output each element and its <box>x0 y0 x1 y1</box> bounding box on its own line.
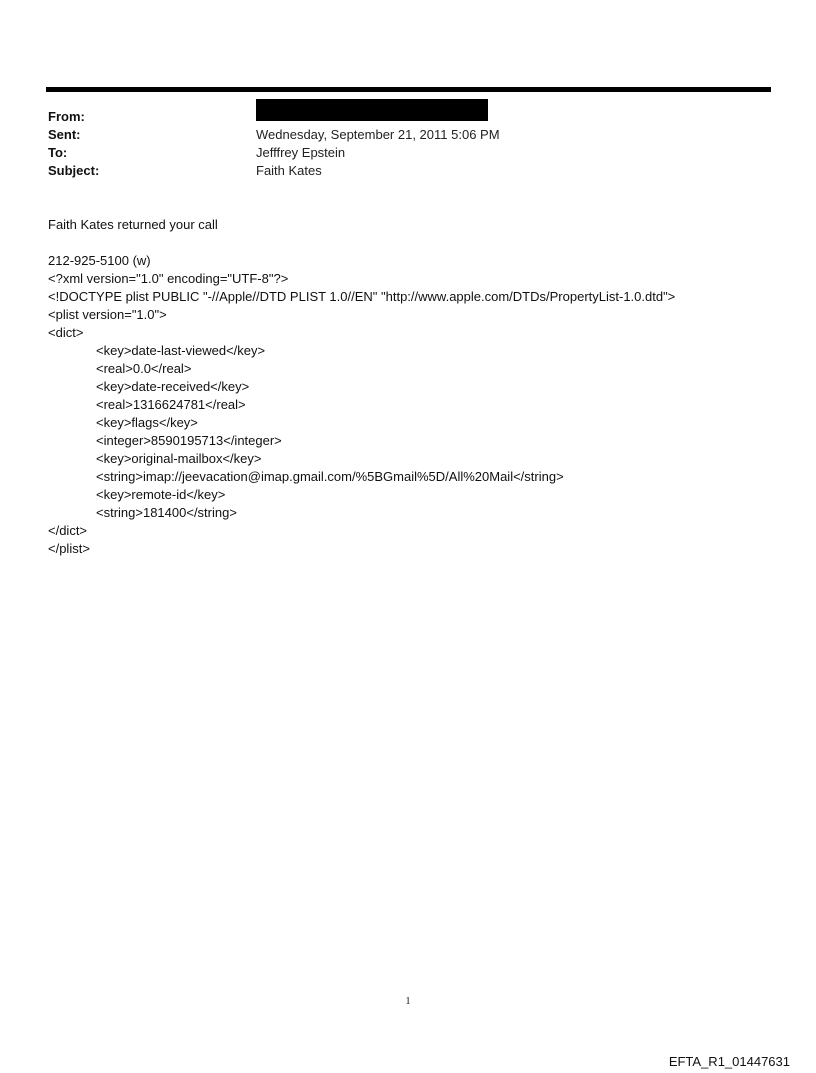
sent-row <box>48 126 768 144</box>
from-row <box>48 108 768 126</box>
dict-line: <key>original-mailbox</key> <box>96 451 262 466</box>
plist-close: </plist> <box>48 541 90 556</box>
dict-line: <real>1316624781</real> <box>96 397 246 412</box>
header-rule <box>46 87 771 92</box>
dict-line: <integer>8590195713</integer> <box>96 433 282 448</box>
dict-line: <key>date-last-viewed</key> <box>96 343 266 358</box>
dict-line: <real>0.0</real> <box>96 361 192 376</box>
document-id: EFTA_R1_01447631 <box>668 1054 790 1069</box>
dict-line: <string>181400</string> <box>96 505 237 520</box>
from-value-redacted <box>256 108 488 126</box>
dict-line: <key>date-received</key> <box>96 379 250 394</box>
dict-line: <key>remote-id</key> <box>96 487 226 502</box>
subject-value: Faith Kates <box>256 163 322 178</box>
dict-line: <string>imap://jeevacation@imap.gmail.com/%5BGmail%5D/All%20Mail</string> <box>96 469 564 484</box>
doctype-line: <!DOCTYPE plist PUBLIC "-//Apple//DTD PLIST 1.0//EN" "http://www.apple.com/DTDs/PropertyList-1.0.dtd"> <box>48 289 676 304</box>
xml-declaration: <?xml version="1.0" encoding="UTF-8"?> <box>48 271 289 286</box>
to-label: To: <box>48 145 68 160</box>
subject-row <box>48 162 768 180</box>
sent-value: Wednesday, September 21, 2011 5:06 PM <box>256 127 500 142</box>
message-text: Faith Kates returned your call <box>48 217 218 232</box>
plist-open: <plist version="1.0"> <box>48 307 167 322</box>
redaction-block <box>256 99 488 121</box>
page-number: 1 <box>405 995 411 1007</box>
email-body <box>48 216 788 558</box>
email-header <box>48 108 768 180</box>
dict-open: <dict> <box>48 325 84 340</box>
dict-close: </dict> <box>48 523 88 538</box>
to-row <box>48 144 768 162</box>
from-label: From: <box>48 109 85 124</box>
to-value: Jefffrey Epstein <box>256 145 346 160</box>
phone-number: 212-925-5100 (w) <box>48 253 151 268</box>
sent-label: Sent: <box>48 127 81 142</box>
dict-line: <key>flags</key> <box>96 415 198 430</box>
subject-label: Subject: <box>48 163 100 178</box>
spacer <box>48 234 788 252</box>
